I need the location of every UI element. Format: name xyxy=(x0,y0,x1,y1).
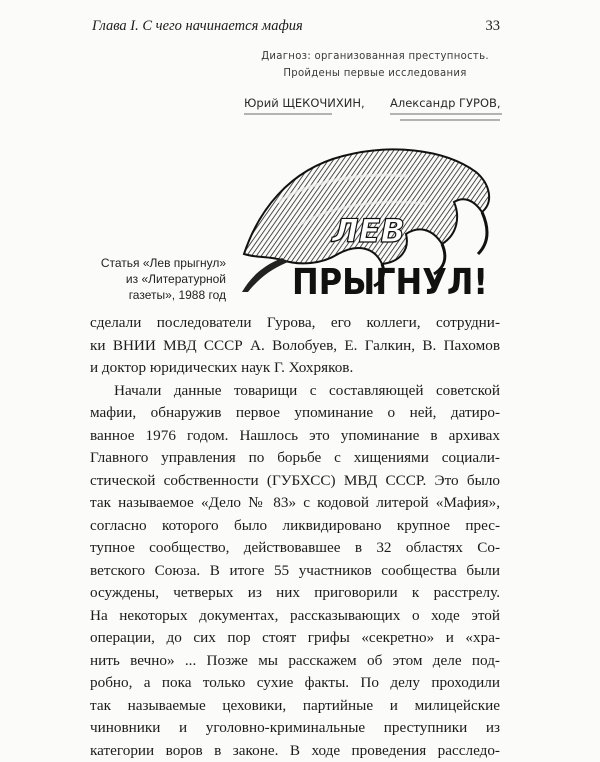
author-1-byline-scribble xyxy=(244,113,332,115)
text-line: сделали последователи Гурова, его коллеги, сотрудни- xyxy=(90,312,500,335)
caption-line: газеты», 1988 год xyxy=(98,287,226,303)
clipping-line-1: Диагноз: организованная преступность. xyxy=(251,49,499,62)
body-text xyxy=(90,312,500,762)
text-line: тупное сообщество, действовавшее в 32 областях Со- xyxy=(90,537,500,560)
text-line: ки ВНИИ МВД СССР А. Волобуев, Е. Галкин, В. Пахомов xyxy=(90,335,500,358)
text-line: категории воров в законе. В ходе проведения расследо- xyxy=(90,740,500,762)
chapter-title: Глава I. С чего начинается мафия xyxy=(92,18,303,35)
text-line: согласно которого было ликвидировано крупное прес- xyxy=(90,515,500,538)
clipping-author-2: Александр ГУРОВ, xyxy=(390,96,501,110)
lion-paw-illustration xyxy=(238,142,500,302)
author-2-byline-scribble-2 xyxy=(400,119,500,121)
text-line: чиновники и уголовно-криминальные преступники из xyxy=(90,717,500,740)
running-header xyxy=(92,14,500,38)
caption-line: Статья «Лев прыгнул» xyxy=(98,255,226,271)
text-line: Главного управления по борьбе с хищениями социали- xyxy=(90,447,500,470)
text-line: стической собственности (ГУБХСС) МВД СССР. Это было xyxy=(90,470,500,493)
text-line: операции, до сих пор стоят грифы «секретно» и «хра- xyxy=(90,627,500,650)
text-line: Начали данные товарищи с составляющей советской xyxy=(90,380,500,403)
clipping-line-2: Пройдены первые исследования xyxy=(251,66,499,79)
text-line: ветского Союза. В итоге 55 участников сообщества были xyxy=(90,560,500,583)
headline-word-lev: ЛЕВ xyxy=(331,212,405,250)
headline-word-prygnul: ПРЫГНУЛ! xyxy=(292,262,488,302)
caption-line: из «Литературной xyxy=(98,271,226,287)
lion-paw-drawing xyxy=(238,142,500,302)
page-number: 33 xyxy=(486,18,501,35)
text-line: мафии, обнаружив первое упоминание о ней, датиро- xyxy=(90,402,500,425)
clipping-author-1: Юрий ЩЕКОЧИХИН, xyxy=(244,96,365,110)
text-line: На некоторых документах, рассказывающих о ходе этой xyxy=(90,605,500,628)
newspaper-clipping-header xyxy=(240,47,510,125)
text-line: и доктор юридических наук Г. Хохряков. xyxy=(90,357,500,380)
illustration-caption xyxy=(98,255,226,303)
text-line: осуждены, четверых из них приговорили к расстрелу. xyxy=(90,582,500,605)
text-line: нить вечно» ... Позже мы расскажем об этом деле под- xyxy=(90,650,500,673)
text-line: так называемое «Дело № 83» с кодовой литерой «Мафия», xyxy=(90,492,500,515)
author-2-byline-scribble xyxy=(390,113,502,115)
text-line: робно, а пока только сухие факты. По делу проходили xyxy=(90,672,500,695)
text-line: ванное 1976 годом. Нашлось это упоминание в архивах xyxy=(90,425,500,448)
text-line: так называемые цеховики, партийные и милицейские xyxy=(90,695,500,718)
